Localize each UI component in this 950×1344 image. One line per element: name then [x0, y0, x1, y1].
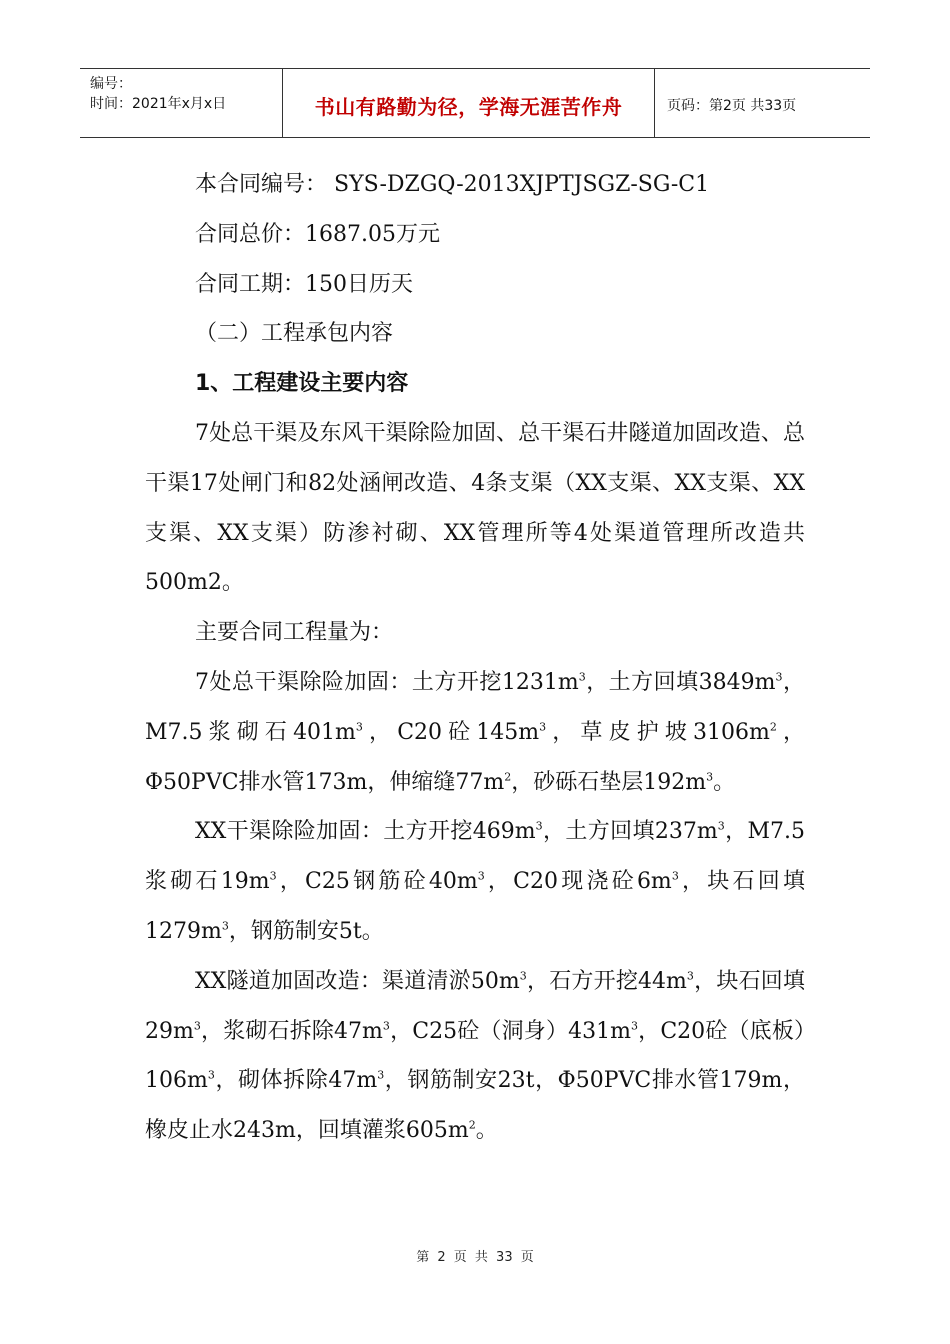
section-heading-2: （二）工程承包内容 [195, 321, 394, 347]
superscript: 3 [519, 969, 527, 983]
text-run: 。 [475, 1118, 498, 1144]
contract-number: 本合同编号： SYS-DZGQ-2013XJPTJSGZ-SG-C1 [195, 172, 710, 197]
header-page-info: 页码：第2页 共33页 [667, 98, 797, 114]
superscript: 3 [539, 720, 547, 734]
text-run: ，Φ50PVC排水管173m，伸缩缝77m [145, 719, 805, 795]
document-time-label: 时间：2021年x月x日 [90, 96, 227, 112]
text-run: ，C25砼（洞身）431m [389, 1018, 631, 1044]
header-page-cell [655, 69, 870, 137]
contract-price: 合同总价：1687.05万元 [195, 221, 440, 247]
header-motto-cell [283, 69, 655, 137]
superscript: 3 [377, 1069, 385, 1083]
text-run: ，砌体拆除47m [214, 1068, 378, 1094]
text-run: ，C20砼145m [362, 719, 540, 745]
text-run: XX隧道加固改造：渠道清淤50m [195, 968, 520, 994]
quantities-xx-tunnel [145, 957, 805, 1156]
page-header [80, 68, 870, 138]
superscript: 3 [221, 919, 229, 933]
text-run: 。 [713, 769, 736, 795]
superscript: 2 [468, 1118, 476, 1132]
text-run: ，M7.5浆砌石19m [145, 819, 805, 895]
superscript: 3 [671, 869, 679, 883]
superscript: 2 [769, 720, 777, 734]
superscript: 3 [578, 670, 586, 684]
text-run: ，C20现浇砼6m [484, 869, 672, 895]
superscript: 3 [355, 720, 363, 734]
document-number-label: 编号： [90, 76, 132, 92]
superscript: 3 [686, 969, 694, 983]
overview-paragraph: 7处总干渠及东风干渠除险加固、总干渠石井隧道加固改造、总干渠17处闸门和82处涵闸改造、4条支渠（XX支渠、XX支渠、XX支渠、XX支渠）防渗衬砌、XX管理所等4处渠道管理所改造共500m2。 [145, 420, 805, 596]
header-meta-cell [80, 69, 283, 137]
text-run: 7处总干渠除险加固：土方开挖1231m [195, 669, 579, 695]
text-run: ，钢筋制安5t。 [228, 918, 384, 944]
superscript: 3 [207, 1069, 215, 1083]
contract-period: 合同工期：150日历天 [195, 271, 413, 297]
superscript: 3 [477, 869, 485, 883]
section-heading-1: 1、工程建设主要内容 [195, 371, 409, 397]
text-run: ，块石回填1279m [145, 869, 806, 944]
superscript: 3 [193, 1019, 201, 1033]
superscript: 2 [504, 770, 512, 784]
text-run: ，浆砌石拆除47m [200, 1018, 383, 1044]
text-run: ，土方回填3849m [585, 669, 776, 695]
quantities-main-canal [145, 658, 805, 807]
text-run: ，土方回填237m [542, 819, 718, 845]
text-run: XX干渠除险加固：土方开挖469m [195, 819, 536, 845]
document-body [145, 160, 805, 1156]
text-run: ，C20砼（底板）106m [145, 1018, 806, 1094]
superscript: 3 [382, 1019, 390, 1033]
quantities-intro: 主要合同工程量为： [195, 620, 394, 646]
text-run: ，石方开挖44m [526, 968, 687, 994]
text-run: ，C25钢筋砼40m [276, 869, 478, 895]
page-footer: 第 2 页 共 33 页 [416, 1250, 534, 1265]
superscript: 3 [269, 869, 277, 883]
superscript: 3 [630, 1019, 638, 1033]
text-run: ，块石回填29m [145, 968, 805, 1044]
text-run: ，M7.5浆砌石401m [145, 669, 805, 745]
text-run: ，钢筋制安23t，Φ50PVC排水管179m，橡皮止水243m，回填灌浆605m [145, 1068, 805, 1144]
superscript: 3 [706, 770, 714, 784]
quantities-xx-canal [145, 807, 805, 956]
header-motto: 书山有路勤为径，学海无涯苦作舟 [314, 95, 623, 119]
superscript: 3 [775, 670, 783, 684]
superscript: 3 [535, 820, 543, 834]
text-run: ，草皮护坡3106m [546, 719, 770, 745]
superscript: 3 [717, 820, 725, 834]
text-run: ，砂砾石垫层192m [511, 769, 707, 795]
